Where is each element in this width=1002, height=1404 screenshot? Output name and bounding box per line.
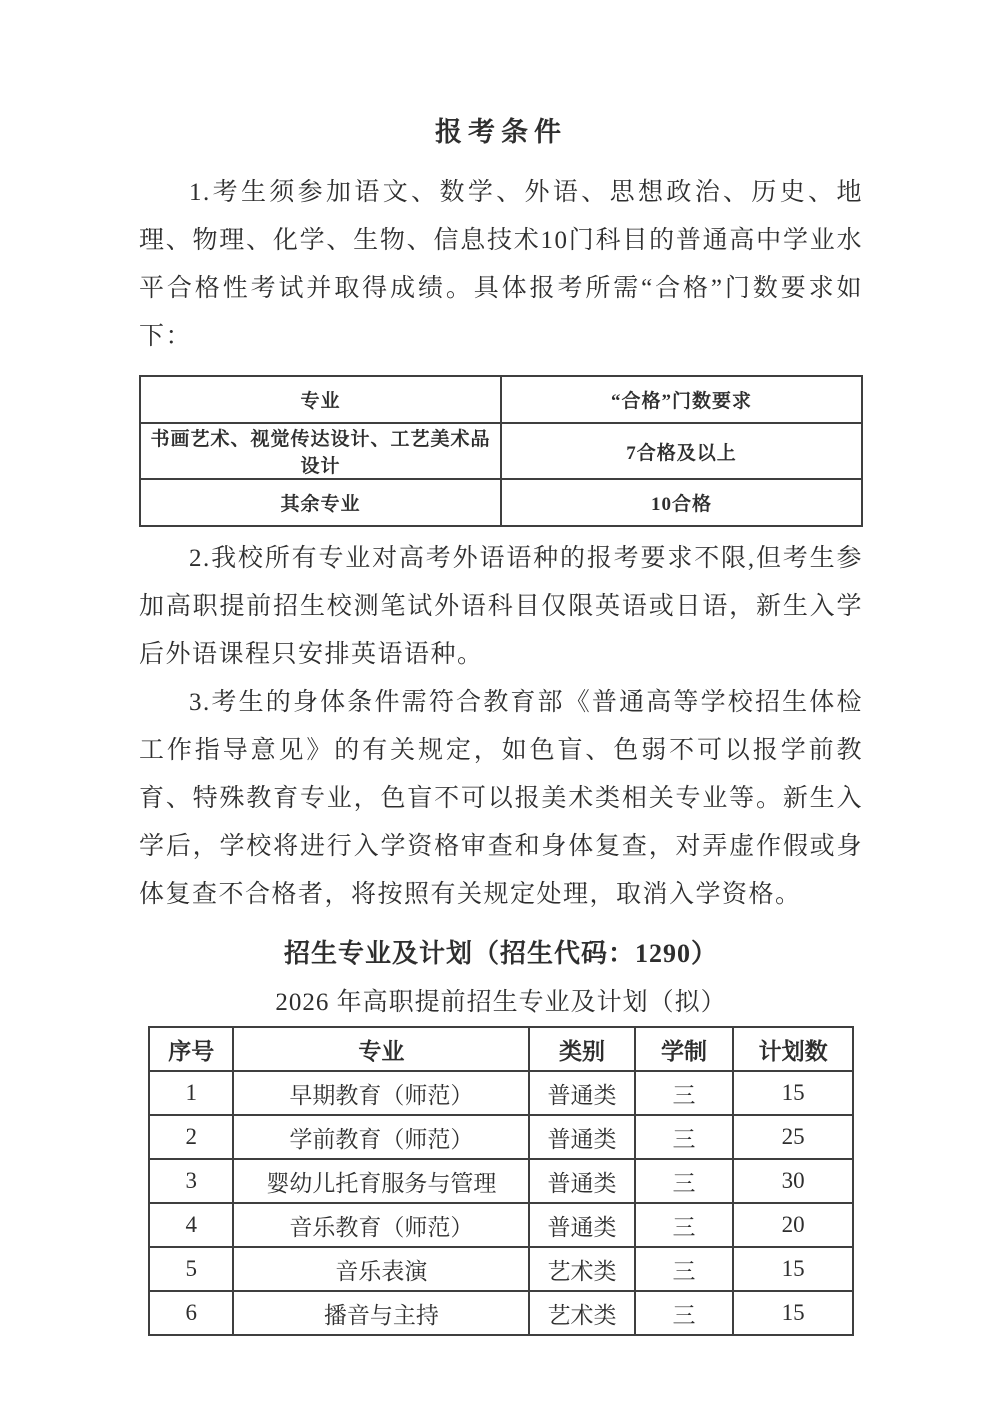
index-cell: 1 (149, 1071, 233, 1115)
requirement-cell: 10合格 (501, 479, 862, 526)
major-cell: 早期教育（师范） (233, 1071, 529, 1115)
duration-cell: 三 (635, 1291, 734, 1335)
plan-table-header-row (149, 1027, 853, 1071)
plan-header-duration: 学制 (635, 1027, 734, 1071)
table-row (149, 1203, 853, 1247)
major-cell: 播音与主持 (233, 1291, 529, 1335)
duration-cell: 三 (635, 1115, 734, 1159)
major-cell: 其余专业 (140, 479, 501, 526)
plan-header-index: 序号 (149, 1027, 233, 1071)
category-cell: 普通类 (529, 1071, 635, 1115)
table-row (149, 1159, 853, 1203)
quota-cell: 15 (733, 1071, 853, 1115)
paragraph-language-requirement: 2.我校所有专业对高考外语语种的报考要求不限,但考生参加高职提前招生校测笔试外语科目仅限英语或日语，新生入学后外语课程只安排英语语种。 (139, 545, 863, 668)
table-row (149, 1247, 853, 1291)
duration-cell: 三 (635, 1247, 734, 1291)
category-cell: 普通类 (529, 1115, 635, 1159)
table-row (149, 1071, 853, 1115)
document-title: 报考条件 (435, 117, 567, 147)
major-cell: 婴幼儿托育服务与管理 (233, 1159, 529, 1203)
category-cell: 艺术类 (529, 1247, 635, 1291)
major-cell: 音乐表演 (233, 1247, 529, 1291)
qualification-table (139, 375, 863, 527)
duration-cell: 三 (635, 1159, 734, 1203)
document-page (139, 0, 863, 1336)
section-title-enrollment-plan: 招生专业及计划（招生代码：1290） (283, 939, 718, 968)
quota-cell: 20 (733, 1203, 853, 1247)
index-cell: 4 (149, 1203, 233, 1247)
enrollment-plan-table (148, 1026, 854, 1336)
requirement-cell: 7合格及以上 (501, 423, 862, 479)
quota-cell: 15 (733, 1247, 853, 1291)
plan-header-category: 类别 (529, 1027, 635, 1071)
table-row (149, 1115, 853, 1159)
plan-header-major: 专业 (233, 1027, 529, 1071)
quota-cell: 25 (733, 1115, 853, 1159)
duration-cell: 三 (635, 1203, 734, 1247)
duration-cell: 三 (635, 1071, 734, 1115)
qualification-table-header-row (140, 376, 862, 423)
qual-header-requirement: “合格”门数要求 (501, 376, 862, 423)
quota-cell: 15 (733, 1291, 853, 1335)
index-cell: 5 (149, 1247, 233, 1291)
major-cell: 音乐教育（师范） (233, 1203, 529, 1247)
table-row (140, 479, 862, 526)
plan-header-quota: 计划数 (733, 1027, 853, 1071)
index-cell: 3 (149, 1159, 233, 1203)
major-cell: 书画艺术、视觉传达设计、工艺美术品设计 (140, 423, 501, 479)
category-cell: 普通类 (529, 1203, 635, 1247)
major-cell: 学前教育（师范） (233, 1115, 529, 1159)
category-cell: 艺术类 (529, 1291, 635, 1335)
table-row (149, 1291, 853, 1335)
section-subtitle-plan-year: 2026 年高职提前招生专业及计划（拟） (275, 989, 727, 1016)
category-cell: 普通类 (529, 1159, 635, 1203)
index-cell: 2 (149, 1115, 233, 1159)
table-row (140, 423, 862, 479)
quota-cell: 30 (733, 1159, 853, 1203)
paragraph-exam-requirement: 1.考生须参加语文、数学、外语、思想政治、历史、地理、物理、化学、生物、信息技术10门科目的普通高中学业水平合格性考试并取得成绩。具体报考所需“合格”门数要求如下： (139, 179, 863, 350)
qual-header-major: 专业 (140, 376, 501, 423)
paragraph-physical-requirement: 3.考生的身体条件需符合教育部《普通高等学校招生体检工作指导意见》的有关规定，如色盲、色弱不可以报学前教育、特殊教育专业，色盲不可以报美术类相关专业等。新生入学后，学校将进行入学资格审查和身体复查，对弄虚作假或身体复查不合格者，将按照有关规定处理，取消入学资格。 (139, 689, 863, 908)
index-cell: 6 (149, 1291, 233, 1335)
